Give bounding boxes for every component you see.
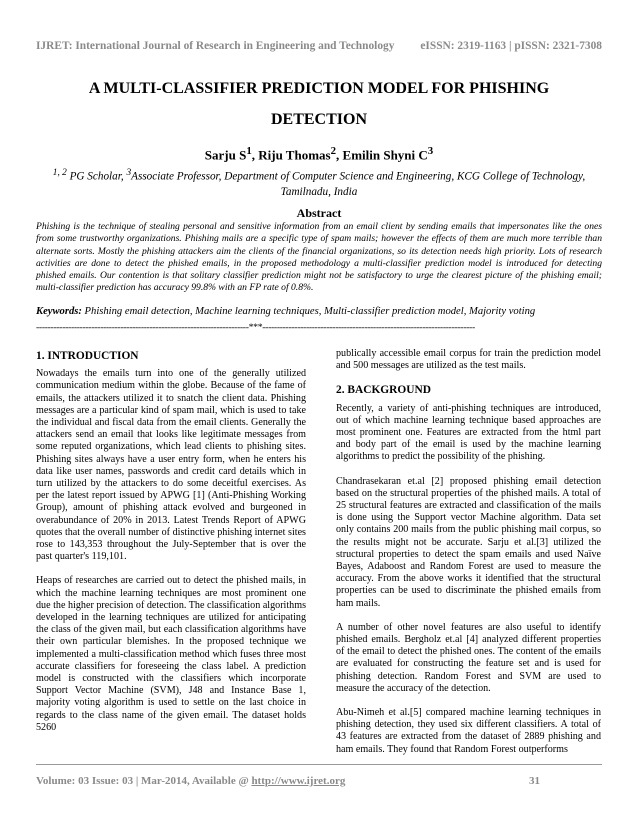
author-name: Emilin Shyni C	[342, 147, 428, 163]
author-list: Sarju $S^1$, Riju Thomas$^2$, Emilin Shyni $C^3$	[204, 145, 434, 163]
keywords-text: Phishing email detection, Machine learning techniques, Multi-classifier prediction model, Majority voting	[81, 306, 536, 317]
abstract-heading: Abstract	[296, 206, 342, 220]
intro-heading: 1. INTRODUCTION	[36, 350, 139, 362]
keywords-label: Keywords:	[36, 306, 82, 317]
journal-link[interactable]: http://www.ijret.org	[251, 775, 346, 787]
affiliation	[40, 166, 598, 200]
author-sup: 1	[246, 145, 252, 157]
background-paragraph: Recently, a variety of anti-phishing techniques are introduced, out of which machine learning technique based approaches are most prominent one. Features are extracted from the html part and body part of the email is used by the machine learning algorithms to predict the possibility of the phishing.	[336, 402, 601, 463]
author-sup: 2	[330, 145, 337, 157]
footer-rule	[36, 764, 602, 765]
abstract-body: Phishing is the technique of stealing personal and sensitive information from an email client by sending emails that impersonates like the ones from some trustworthy organizations. Phishing mails are a specific type of spam mails; however the effects of them are much more terrible than alternate sorts. Mostly the phishing attackers aim the clients of the financial organizations, so its detection needs high priority. Lots of research activities are done to detect the phished emails, in the proposed methodology a multi-classifier prediction model is introduced for detecting phished emails. Our contention is that solitary classifier prediction might not be satisfactory to urge the clearest picture of the phishing email; multi-classifier prediction has accuracy 99.8% with an FP rate of 0.8%.	[36, 221, 602, 294]
author-sup: 3	[427, 145, 434, 157]
right-column	[336, 348, 601, 768]
affiliation-sup: 3	[126, 168, 132, 178]
affiliation-text: Associate Professor, Department of Computer Science and Engineering, KCG College of Technology, Tamilnadu, India	[131, 170, 586, 198]
author-name: Sarju S	[204, 147, 247, 163]
author-name: Riju Thomas	[258, 147, 331, 163]
paper-title: A MULTI-CLASSIFIER PREDICTION MODEL FOR PHISHING DETECTION	[88, 80, 550, 128]
background-paragraph: Abu-Nimeh et al.[5] compared machine learning techniques in phishing detection, they used six different classifiers. A total of 43 features are extracted from the dataset of 2889 phishing and ham emails. They found that Random Forest outperforms	[336, 707, 601, 755]
issn: eISSN: 2319-1163 | pISSN: 2321-7308	[420, 40, 602, 52]
affiliation-sup: 1, 2	[52, 168, 67, 178]
background-paragraph: A number of other novel features are also useful to identify phished emails. Bergholz et.al [4] analyzed different properties of the email to detect the phished ones. The content of the emails are evaluated for constructing the feature set and is used for phishing detection. Random Forest and SVM are used to measure the accuracy of the detection.	[336, 621, 601, 694]
page-footer	[36, 775, 602, 787]
background-paragraph: Chandrasekaran et.al [2] proposed phishing email detection based on the structural properties of the phished mails. A total of 25 structural features are extracted and classification of the mails is done using the Support vector Machine algorithm. Data set only contains 200 mails from the public phishing mail corpus, so the results might not be accurate. Sarju et al.[3] utilized the structural properties to detect the spam emails and used Naïve Bayes, Adaboost and Random Forest are used to measure the accuracy. From the above works it identified that the structural properties can be used to discriminate the phished emails from ham mails.	[336, 475, 601, 609]
section-divider: -------------------------------------------------------------------------***-------------------------------------------------------------------------	[36, 322, 475, 333]
left-column	[36, 350, 306, 746]
footer-volume: Volume: 03 Issue: 03 | Mar-2014, Available @	[36, 775, 252, 787]
affiliation-text: PG Scholar,	[66, 170, 127, 183]
keywords	[36, 306, 602, 317]
running-header	[36, 40, 602, 52]
intro-paragraph: Heaps of researches are carried out to detect the phished mails, in which the machine learning techniques are most prominent one due the higher precision of detection. The classification algorithms developed in the learning techniques are utilized for anticipating the class of the given mail, but each classification algorithms have their own particular blemishes. In the proposed technique we implemented a multi-classification method which fuses three most accurate classifiers for foreseeing the class label. A prediction model is constructed with the classifiers which incorporate Support Vector Machine (SVM), J48 and Instance Base 1, majority voting algorithm is used to settle on the last choice in regards to the class name of the given email. The dataset holds 5260	[36, 575, 306, 733]
background-heading: 2. BACKGROUND	[336, 384, 431, 397]
intro-continuation: publically accessible email corpus for train the prediction model and 500 messages are utilized as the test mails.	[336, 348, 601, 372]
journal-name: IJRET: International Journal of Research in Engineering and Technology	[36, 40, 395, 52]
intro-paragraph: Nowadays the emails turn into one of the generally utilized communication medium within the globe. Because of the fame of emails, the attackers utilized it to snatch the client data. Phishing messages are a particular kind of spam mail, which is used to take the individual and fiscal data from the email clients. Generally the attackers send an email that looks like legitimate messages from some reputed organizations, which lead clients to phishing sites. Phishing sites always have a user entry form, when he enters his data like user names, passwords and credit card details which in turn utilized by the attackers to do some deceitful exercises. As per the latest report issued by APWG [1] (Anti-Phishing Working Group), amount of phishing attack evolved and burgeoned in overabundance of 20% in 2013. Latest Trends Report of APWG quotes that the overall number of distinctive phishing internet sites rose to 143,353 throughout the July-September that is over the past quarter's 119,101.	[36, 368, 306, 563]
page-number: 31	[529, 775, 540, 787]
